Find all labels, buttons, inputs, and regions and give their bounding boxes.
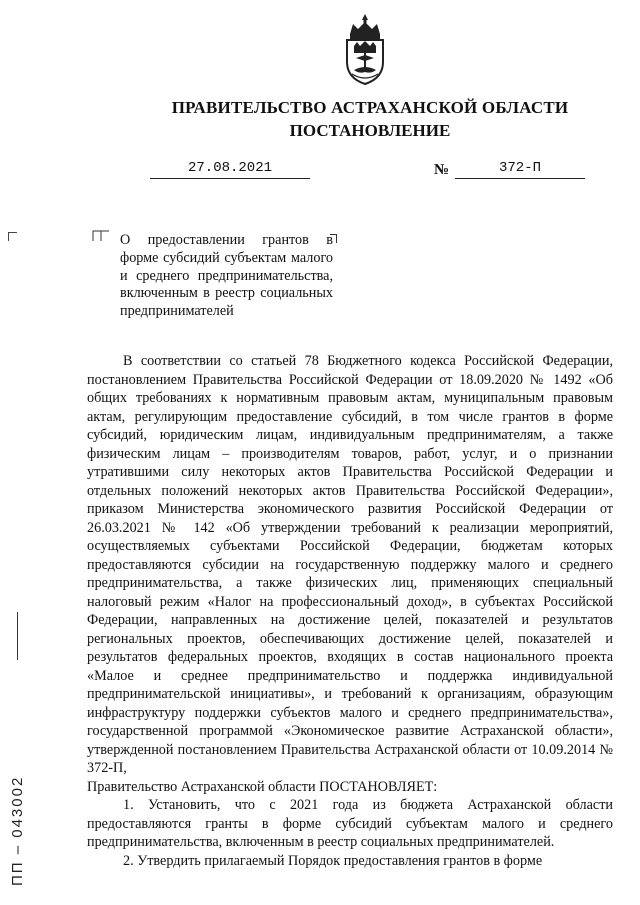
svg-text:ПП – 043002: ПП – 043002 (9, 775, 26, 886)
margin-line (17, 612, 18, 660)
document-body (87, 352, 613, 870)
item-1-paragraph: 1. Установить, что с 2021 года из бюджета Астраханской области предоставляются гранты в форме субсидий субъектам малого и среднего предпринимательства, включенным в реестр социальных предпринимателей. (87, 797, 613, 850)
subject-bracket-left-icon (92, 230, 110, 242)
document-subject: О предоставлении грантов в форме субсидий субъектам малого и среднего предпринимательства, включенным в реестр социальных предпринимателей (120, 232, 333, 320)
astrakhan-coat-of-arms-icon (342, 12, 388, 96)
document-type: ПОСТАНОВЛЕНИЕ (289, 121, 451, 140)
item-2-paragraph: 2. Утвердить прилагаемый Порядок предоставления грантов в форме (123, 852, 543, 869)
side-serial-code (6, 718, 28, 888)
margin-corner-mark (8, 232, 17, 241)
document-date: 27.08.2021 (150, 160, 310, 179)
document-number: 372-П (455, 160, 585, 179)
number-sign: № (434, 162, 450, 178)
government-title: ПРАВИТЕЛЬСТВО АСТРАХАНСКОЙ ОБЛАСТИ (171, 98, 569, 117)
preamble-paragraph: В соответствии со статьей 78 Бюджетного кодекса Российской Федерации, постановлением Правительства Российской Федерации от 18.09.2020 № 1492 «Об общих требованиях к нормативным правовым актам, муниципальным правовым актам, регулирующим предоставление субсидий, в том числе грантов в форме субсидий, юридическим лицам, индивидуальным предпринимателям, а также физическим лицам – производителям товаров, работ, услуг, и о признании утратившими силу некоторых актов Правительства Российской Федерации и отдельных положений некоторых актов Правительства Российской Федерации», приказом Министерства экономического развития Российской Федерации от 26.03.2021 № 142 «Об утверждении требований к реализации мероприятий, осуществляемых субъектами Российской Федерации, бюджетам которых предоставляются субсидии на государственную поддержку малого и среднего предпринимательства, а также физических лиц, применяющих специальный налоговый режим «Налог на профессиональный доход», в субъектах Российской Федерации, направленных на достижение целей, показателей и результатов региональных проектов, обеспечивающих достижение целей, показателей и результатов федеральных проектов, входящих в состав национального проекта «Малое и среднее предпринимательство и поддержка индивидуальной предпринимательской инициативы», и требований к организациям, образующим инфраструктуру поддержки субъектов малого и среднего предпринимательства», государственной программой «Экономическое развитие Астраханской области», утвержденной постановлением Правительства Астраханской области от 10.09.2014 № 372-П, (87, 353, 613, 776)
resolves-line: Правительство Астраханской области ПОСТАНОВЛЯЕТ: (87, 778, 438, 795)
